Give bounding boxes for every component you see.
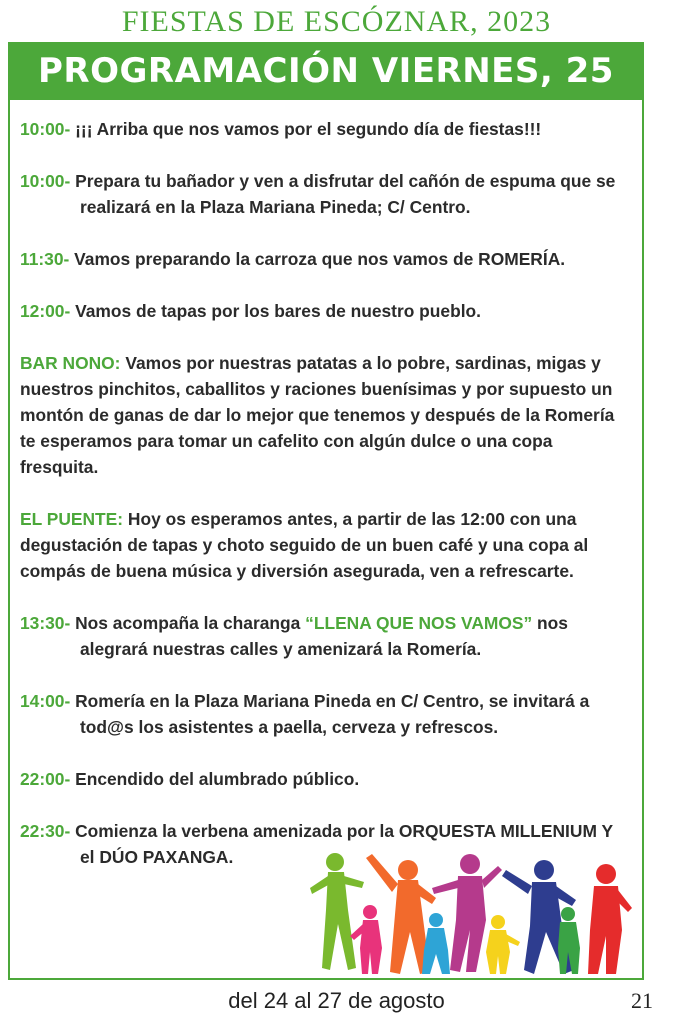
item-text: Vamos preparando la carroza que nos vamos de ROMERÍA.: [69, 249, 566, 269]
item-time: 10:00-: [20, 119, 71, 139]
charanga-name: “LLENA QUE NOS VAMOS”: [305, 613, 533, 633]
program-banner: [8, 42, 644, 100]
item-time: 10:00-: [20, 171, 71, 191]
item-venue: BAR NONO:: [20, 353, 121, 373]
schedule-item: [20, 610, 632, 662]
item-text: Romería en la Plaza Mariana Pineda en C/ Centro, se invitará a tod@s los asistentes a paella, cerveza y refrescos.: [70, 691, 590, 737]
schedule-item: [20, 298, 632, 324]
schedule-item: [20, 688, 632, 740]
footer-dates: del 24 al 27 de agosto: [228, 988, 445, 1013]
schedule-list: [20, 116, 632, 896]
schedule-item: [20, 168, 632, 220]
item-text: Nos acompaña la charanga: [70, 613, 306, 633]
schedule-item: [20, 766, 632, 792]
item-time: 13:30-: [20, 613, 71, 633]
item-text: Prepara tu bañador y ven a disfrutar del cañón de espuma que se realizará en la Plaza Mariana Pineda; C/ Centro.: [70, 171, 616, 217]
item-text: Vamos de tapas por los bares de nuestro pueblo.: [70, 301, 481, 321]
schedule-item: [20, 506, 632, 584]
dancing-people-silhouettes-icon: [300, 840, 640, 978]
schedule-item: [20, 116, 632, 142]
schedule-item: [20, 246, 632, 272]
item-venue: EL PUENTE:: [20, 509, 124, 529]
schedule-item: [20, 350, 632, 480]
item-text: Hoy os esperamos antes, a partir de las 12:00 con una degustación de tapas y choto seguido de un buen café y una copa al compás de buena música y diversión asegurada, ven a refrescarte.: [20, 509, 589, 581]
item-text: Vamos por nuestras patatas a lo pobre, sardinas, migas y nuestros pinchitos, caballitos y raciones buenísimas y por supuesto un montón de ganas de dar lo mejor que tenemos y después de la Romería te esperamos para tomar un cafelito con algún dulce o una copa fresquita.: [20, 353, 615, 477]
page-number: 21: [631, 988, 653, 1013]
page-header-title: FIESTAS DE ESCÓZNAR, 2023: [121, 5, 552, 38]
banner-title: PROGRAMACIÓN VIERNES, 25: [38, 51, 614, 91]
item-text: Comienza la verbena amenizada por la ORQUESTA MILLENIUM Y el DÚO PAXANGA.: [70, 821, 613, 867]
item-text: Encendido del alumbrado público.: [70, 769, 360, 789]
item-text: nos alegrará nuestras calles y amenizará la Romería.: [80, 613, 568, 659]
item-time: 12:00-: [20, 301, 71, 321]
item-time: 22:00-: [20, 769, 71, 789]
item-time: 22:30-: [20, 821, 71, 841]
item-time: 14:00-: [20, 691, 71, 711]
item-text: ¡¡¡ Arriba que nos vamos por el segundo día de fiestas!!!: [70, 119, 542, 139]
item-time: 11:30-: [20, 249, 70, 269]
